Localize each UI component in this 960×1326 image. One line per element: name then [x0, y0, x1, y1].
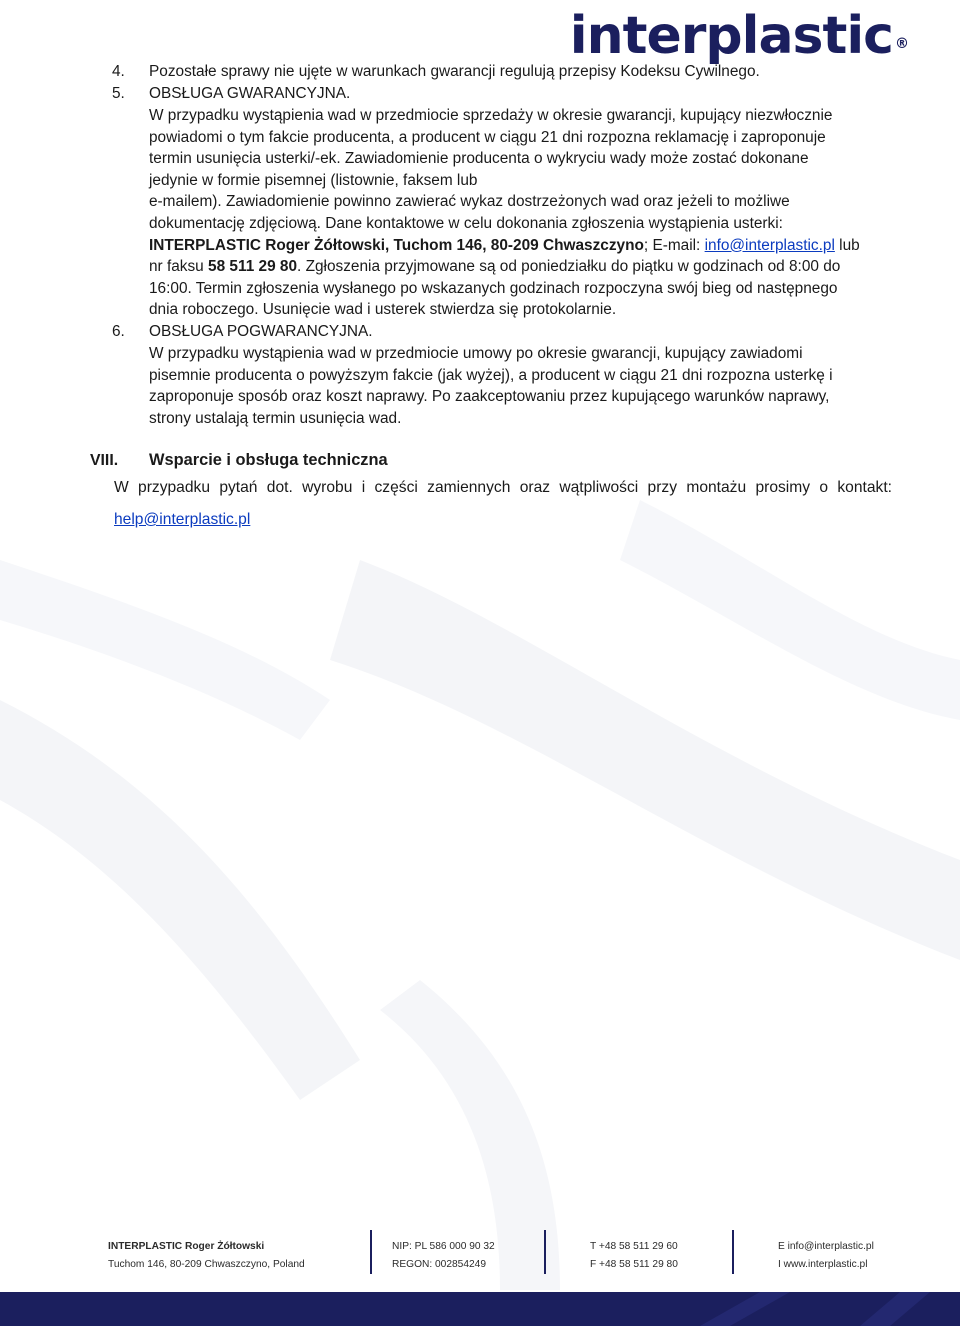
- footer-company: [108, 1238, 305, 1274]
- registered-mark: ®: [895, 36, 908, 52]
- fax-number: 58 511 29 80: [208, 258, 298, 276]
- paragraph-line: termin usunięcia usterki/-ek. Zawiadomienie producenta o wykryciu wady może zostać dokonane: [149, 150, 809, 168]
- paragraph-line: dnia roboczego. Usunięcie wad i usterek stwierdza się protokolarnie.: [149, 301, 617, 319]
- footer-phone: T +48 58 511 29 60: [590, 1241, 678, 1252]
- help-email-link[interactable]: help@interplastic.pl: [114, 511, 251, 528]
- line-end: lub: [834, 236, 860, 254]
- paragraph-line: powiadomi o tym fakcie producenta, a producent w ciągu 21 dni rozpozna reklamację i zaproponuje: [149, 128, 826, 146]
- page-footer: [0, 1226, 960, 1286]
- footer-bar-pattern: [0, 1292, 960, 1326]
- footer-divider: [544, 1230, 546, 1274]
- paragraph-line: dokumentację zdjęciową. Dane kontaktowe w celu dokonania zgłoszenia wystąpienia usterki:: [149, 214, 783, 232]
- paragraph-line: W przypadku wystąpienia wad w przedmiocie sprzedaży w okresie gwarancji, kupujący niezwłocznie: [149, 107, 833, 124]
- footer-divider: [370, 1230, 372, 1274]
- paragraph-line-contact: [149, 235, 884, 257]
- list-number: 4.: [112, 63, 125, 80]
- fax-prefix: nr faksu: [149, 258, 209, 276]
- paragraph-line: jedynie w formie pisemnej (listownie, faksem lub: [149, 171, 478, 189]
- support-text: W przypadku pytań dot. wyrobu i części zamiennych oraz wątpliwości przy montażu prosimy o kontakt:: [114, 479, 892, 496]
- list-item-text: Pozostałe sprawy nie ujęte w warunkach gwarancji regulują przepisy Kodeksu Cywilnego.: [149, 63, 760, 80]
- paragraph-line: 16:00. Termin zgłoszenia wysłanego po wskazanych godzinach rozpoczyna swój bieg od następnego: [149, 279, 838, 297]
- footer-nip: NIP: PL 586 000 90 32: [392, 1241, 495, 1252]
- footer-website[interactable]: I www.interplastic.pl: [778, 1259, 868, 1270]
- list-item-title: OBSŁUGA POGWARANCYJNA.: [149, 323, 373, 340]
- paragraph-line: pisemnie producenta o powyższym fakcie (jak wyżej), a producent w ciągu 21 dni rozpozna usterkę i: [149, 366, 833, 384]
- footer-phones: [590, 1238, 678, 1274]
- company-address: INTERPLASTIC Roger Żółtowski, Tuchom 146, 80-209 Chwaszczyno: [149, 236, 644, 254]
- section-number: VIII.: [90, 452, 119, 469]
- email-prefix: ; E-mail:: [643, 236, 705, 254]
- footer-divider: [732, 1230, 734, 1274]
- line-end: . Zgłoszenia przyjmowane są od poniedziałku do piątku w godzinach od 8:00 do: [297, 258, 841, 276]
- paragraph-line: strony ustalają termin usunięcia wad.: [149, 409, 402, 427]
- paragraph-line: W przypadku wystąpienia wad w przedmiocie umowy po okresie gwarancji, kupujący zawiadomi: [149, 345, 803, 362]
- footer-brand-bar: [0, 1292, 960, 1326]
- list-number: 5.: [112, 85, 125, 102]
- logo-text: interplastic: [569, 6, 893, 66]
- footer-contact: [778, 1238, 874, 1274]
- warranty-service-paragraph: [149, 105, 884, 321]
- post-warranty-paragraph: [149, 343, 884, 429]
- footer-registry: [392, 1238, 495, 1274]
- paragraph-line-fax: [149, 256, 884, 278]
- list-number: 6.: [112, 323, 125, 340]
- section-title: Wsparcie i obsługa techniczna: [149, 451, 388, 469]
- footer-address: Tuchom 146, 80-209 Chwaszczyno, Poland: [108, 1259, 305, 1270]
- paragraph-line: e-mailem). Zawiadomienie powinno zawierać wykaz dostrzeżonych wad oraz jeżeli to możliwe: [149, 193, 790, 211]
- info-email-link[interactable]: info@interplastic.pl: [704, 236, 835, 254]
- footer-fax: F +48 58 511 29 80: [590, 1259, 678, 1270]
- interplastic-logo: [570, 6, 908, 66]
- paragraph-line: zaproponuje sposób oraz koszt naprawy. Po zaakceptowaniu przez kupującego warunków naprawy,: [149, 388, 830, 406]
- footer-regon: REGON: 002854249: [392, 1259, 487, 1270]
- list-item-title: OBSŁUGA GWARANCYJNA.: [149, 85, 351, 102]
- footer-company-name: INTERPLASTIC Roger Żółtowski: [108, 1241, 265, 1252]
- footer-email[interactable]: E info@interplastic.pl: [778, 1241, 874, 1252]
